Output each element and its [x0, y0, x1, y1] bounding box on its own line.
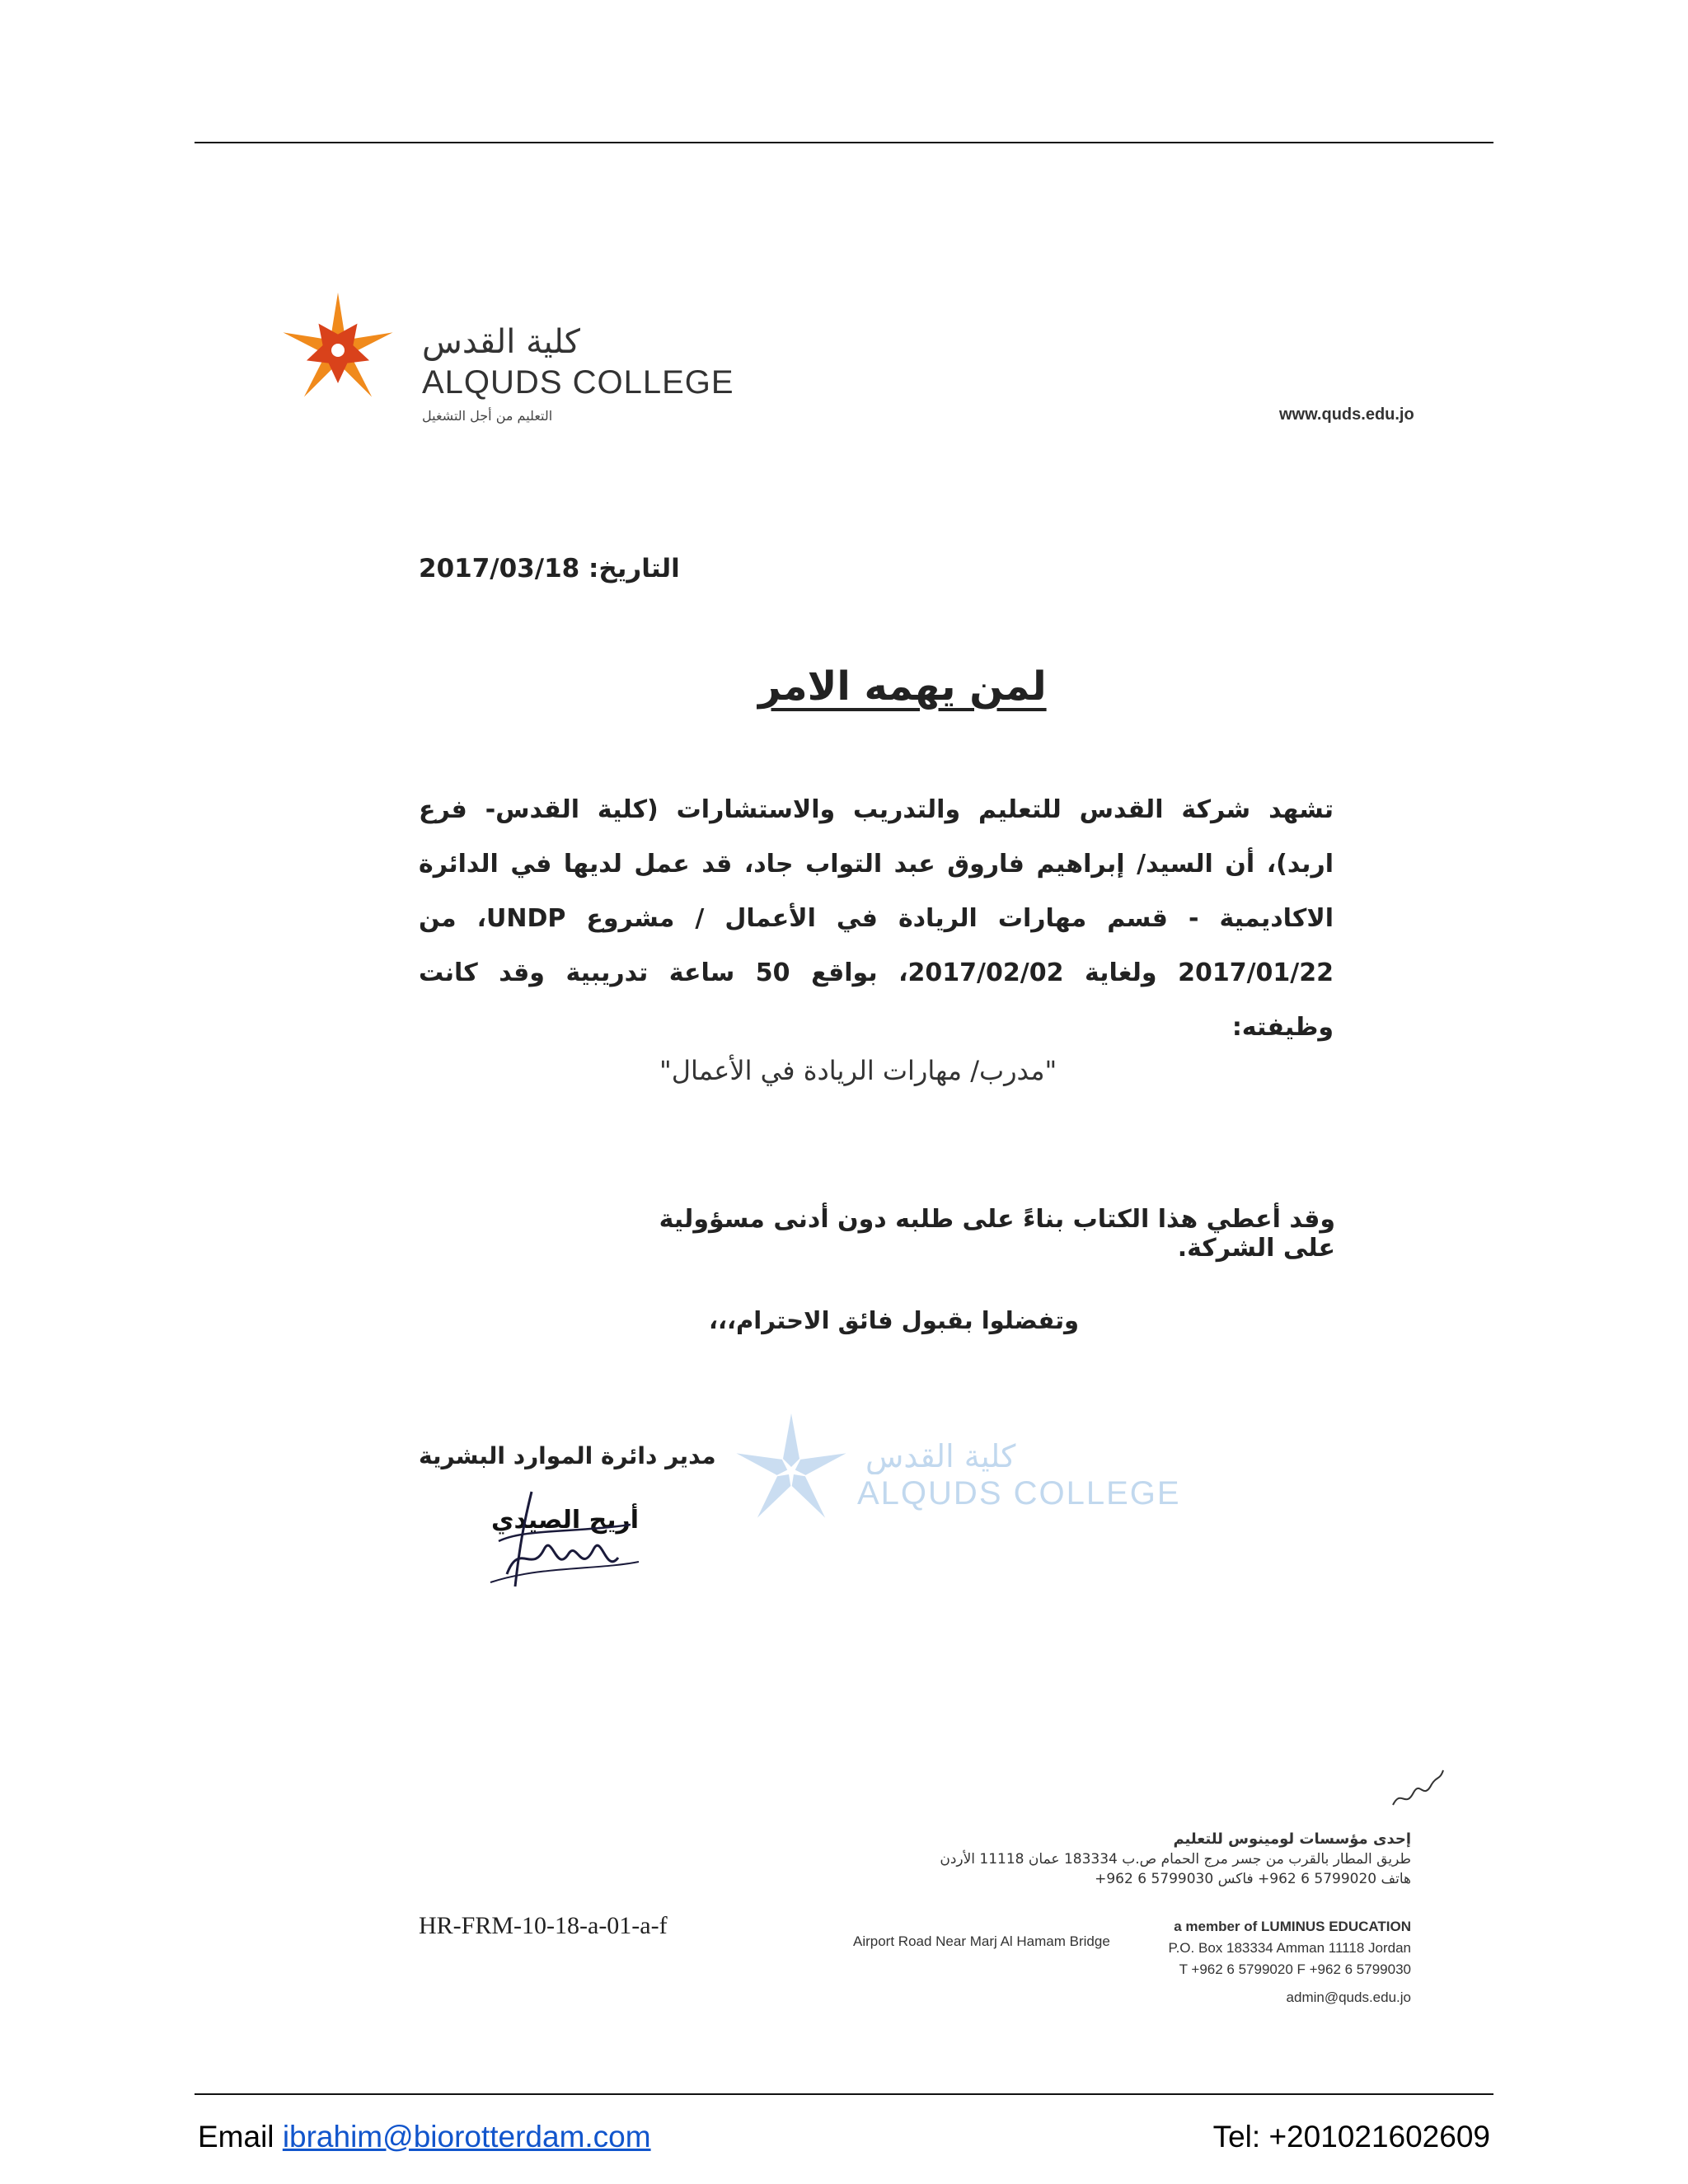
footer-rule [195, 2093, 1493, 2095]
footer-email-link[interactable]: ibrahim@biorotterdam.com [282, 2120, 651, 2154]
arabic-address [940, 1830, 1411, 1889]
admin-email[interactable]: admin@quds.edu.jo [1286, 1990, 1411, 2005]
footer-tel-label: Tel: [1212, 2120, 1261, 2154]
header-rule [195, 142, 1493, 143]
footer-email-label: Email [198, 2120, 274, 2154]
arabic-address-line2: هاتف 5799020 6 962+ فاكس 5799030 6 962+ [1095, 1871, 1411, 1887]
english-address [1168, 1916, 1411, 1980]
member-line: a member of LUMINUS EDUCATION [1174, 1919, 1411, 1934]
letter-body: تشهد شركة القدس للتعليم والتدريب والاستشارات (كلية القدس- فرع اربد)، أن السيد/ إبراهيم فاروق عبد التواب جاد، قد عمل لديها في الدائرة الاكاديمية - قسم مهارات الريادة في الأعمال / مشروع UNDP، من 2017/01/22 ولغاية 2017/02/02، بواقع 50 ساعة تدريبية وقد كانت وظيفته: [419, 795, 1334, 1042]
website-link[interactable]: www.quds.edu.jo [1279, 405, 1414, 424]
road-address: Airport Road Near Marj Al Hamam Bridge [853, 1933, 1110, 1949]
scribble-icon [1389, 1764, 1447, 1813]
footer-tel-value: +201021602609 [1268, 2120, 1490, 2154]
college-logo-icon [280, 288, 396, 408]
letter-title: لمن يهمه الامر [758, 663, 1047, 710]
signatory-title: مدير دائرة الموارد البشرية [419, 1442, 716, 1469]
footer-email [198, 2120, 651, 2154]
po-box: P.O. Box 183334 Amman 11118 Jordan [1168, 1940, 1411, 1956]
footer-phone [1213, 2120, 1490, 2154]
job-title: "مدرب/ مهارات الريادة في الأعمال" [659, 1055, 1057, 1086]
stamp-english-name: ALQUDS COLLEGE [857, 1475, 1181, 1511]
phone-fax: T +962 6 5799020 F +962 6 5799030 [1179, 1961, 1411, 1977]
logo-arabic-name: كلية القدس [422, 323, 580, 361]
date-value: 2017/03/18 [419, 554, 580, 583]
arabic-address-line1: طريق المطار بالقرب من جسر مرج الحمام ص.ب 183334 عمان 11118 الأردن [940, 1851, 1411, 1868]
arabic-address-head: إحدى مؤسسات لومينوس للتعليم [1173, 1830, 1411, 1848]
signature-icon [474, 1483, 655, 1591]
granted-statement: وقد أعطي هذا الكتاب بناءً على طلبه دون أدنى مسؤولية على الشركة. [659, 1205, 1335, 1263]
closing-regards: وتفضلوا بقبول فائق الاحترام،،، [709, 1306, 1080, 1334]
signatory-name: أريج الصيدي [491, 1506, 640, 1535]
logo-english-name: ALQUDS COLLEGE [422, 364, 734, 401]
letter-date [419, 554, 680, 583]
stamp-arabic-name: كلية القدس [865, 1438, 1016, 1474]
date-label: التاريخ: [588, 554, 680, 583]
logo-tagline: التعليم من أجل التشغيل [422, 408, 553, 424]
form-code: HR-FRM-10-18-a-01-a-f [419, 1912, 668, 1939]
